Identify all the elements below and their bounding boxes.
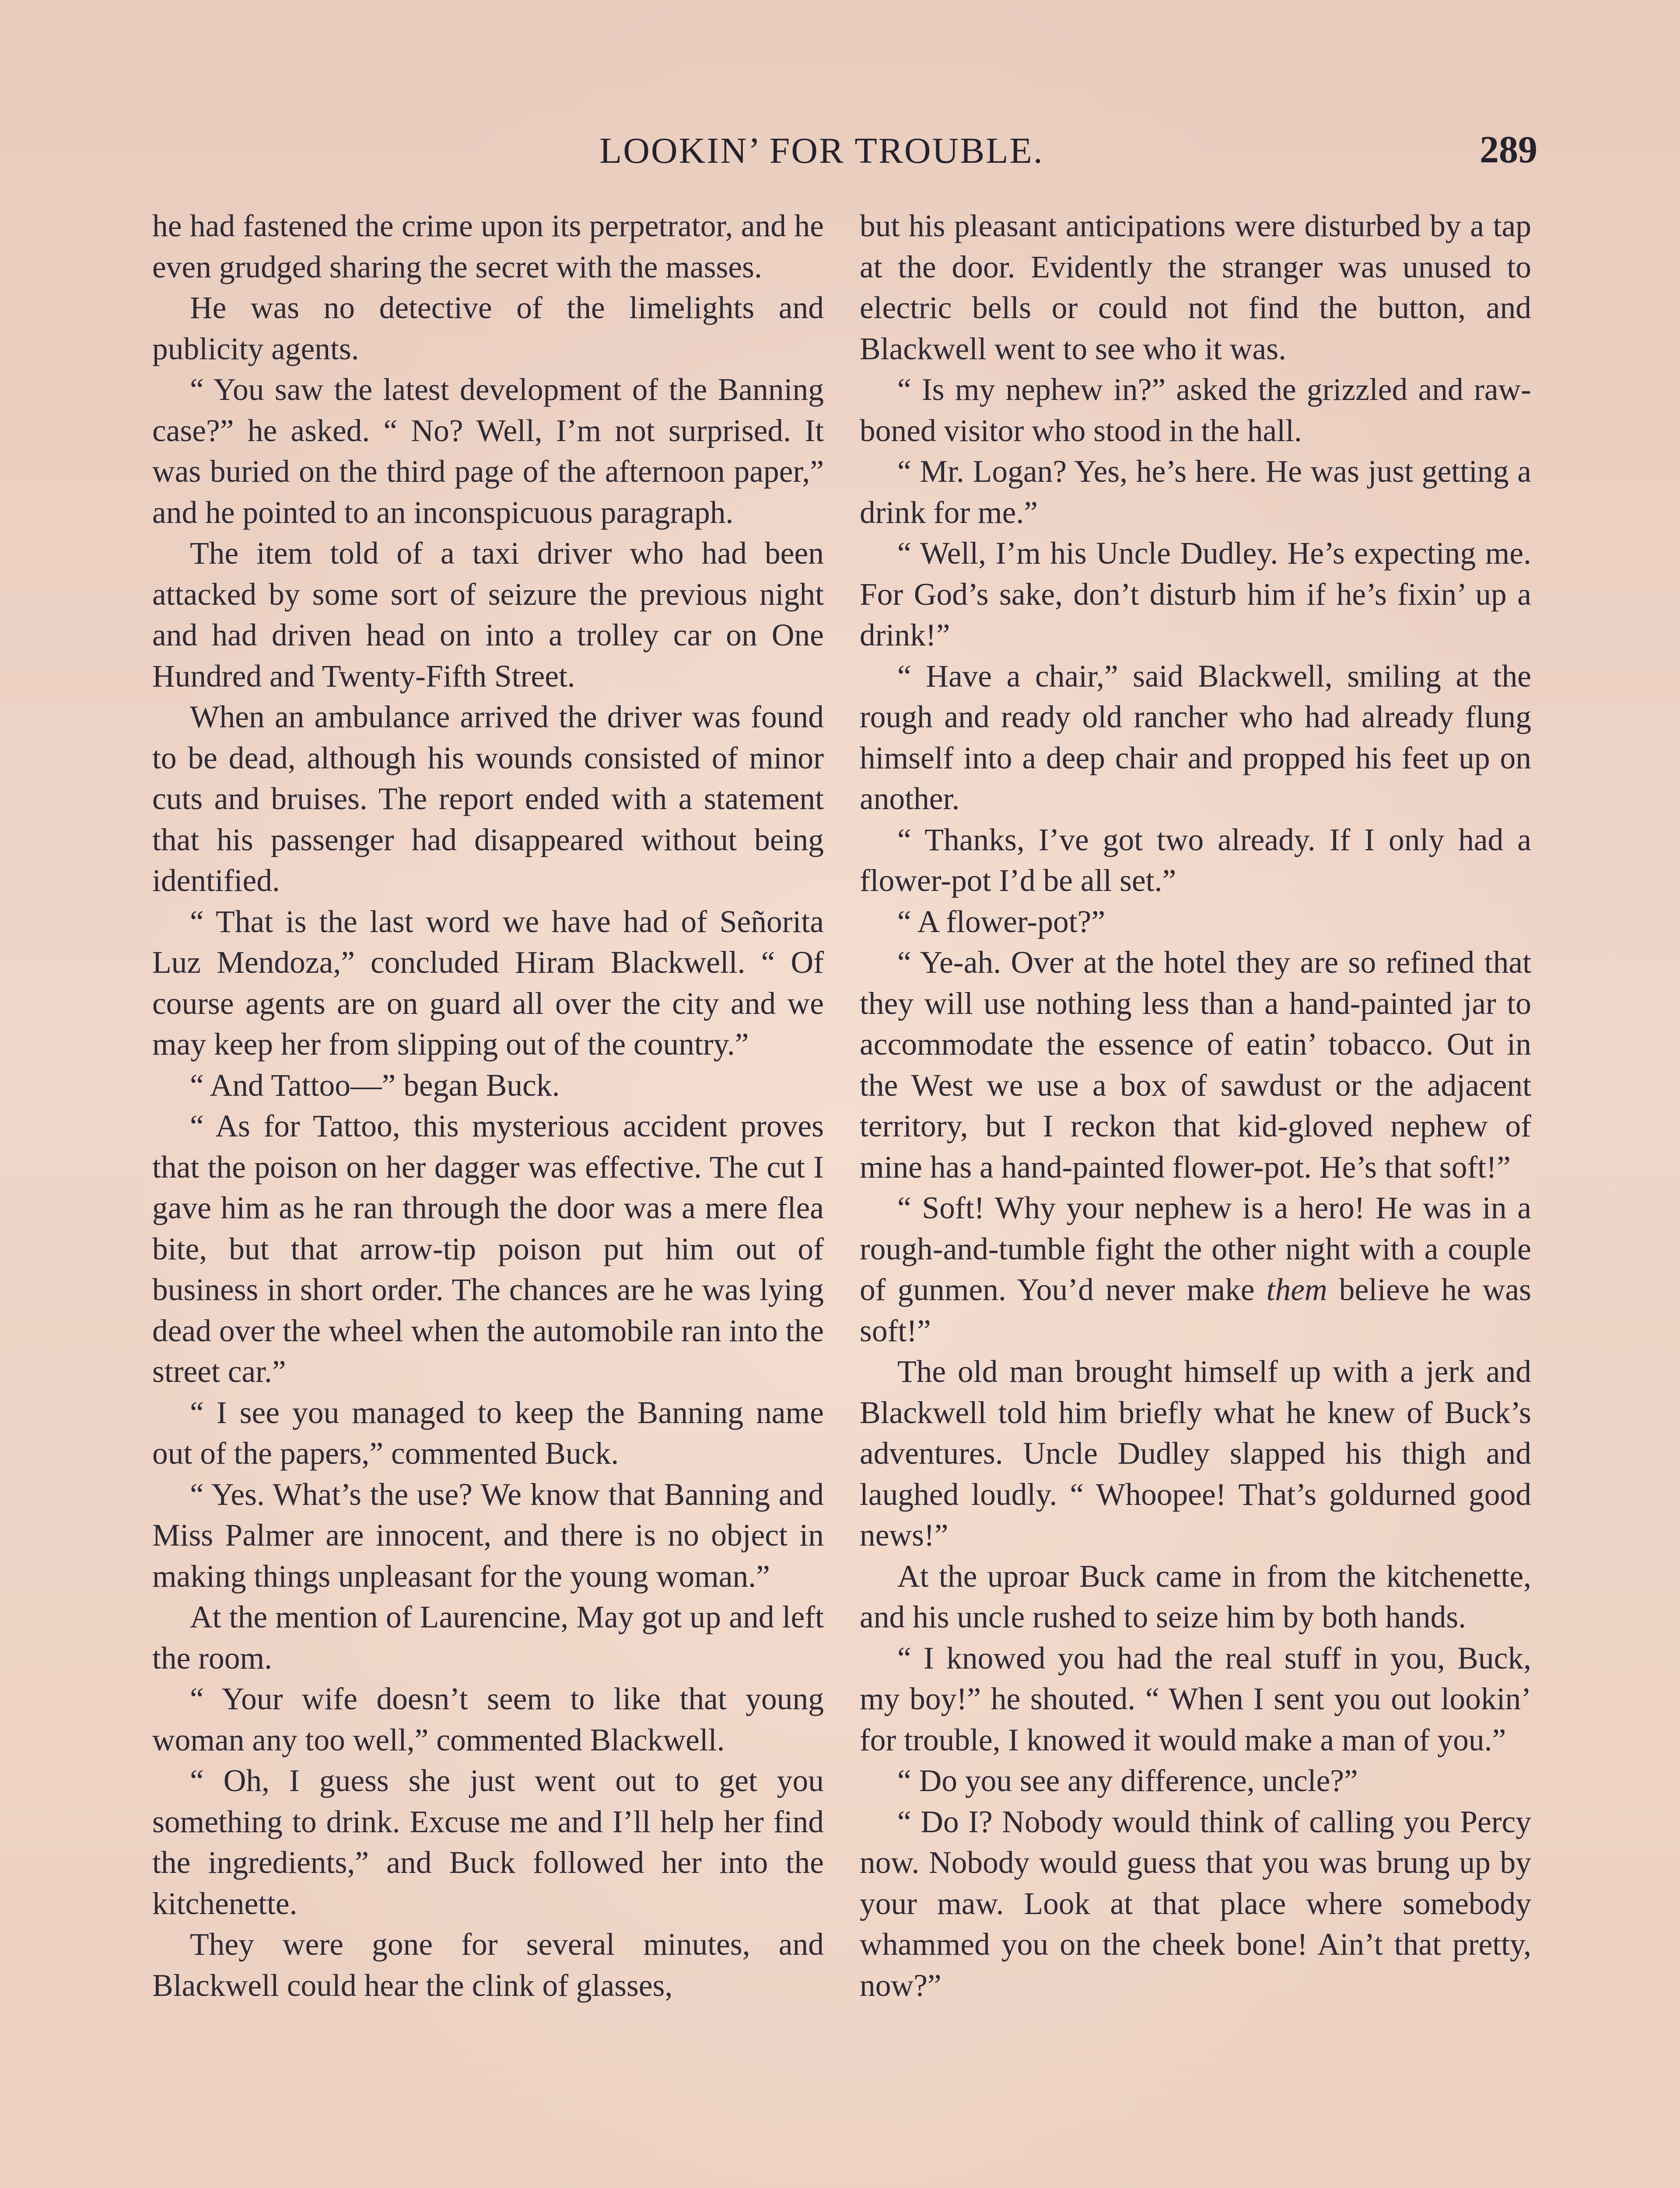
paragraph: “ Have a chair,” said Blackwell, smiling at the rough and ready old rancher who had already flung himself into a deep chair and propped his feet up on another.	[860, 659, 1531, 816]
paragraph: “ Do you see any difference, uncle?”	[897, 1764, 1358, 1798]
left-text-column	[152, 206, 824, 2006]
paragraph: “ As for Tattoo, this mysterious accident proves that the poison on her dagger was effective. The cut I gave him as he ran through the door was a mere flea bite, but that arrow-tip poison put him out of business in short order. The chances are he was lying dead over the wheel when the automobile ran into the street car.”	[152, 1109, 824, 1389]
paragraph: The item told of a taxi driver who had been attacked by some sort of seizure the previous night and had driven head on into a trolley car on One Hundred and Twenty-Fifth Street.	[152, 536, 824, 694]
paragraph: The old man brought himself up with a jerk and Blackwell told him briefly what he knew of Buck’s adventures. Uncle Dudley slapped his thigh and laughed loudly. “ Whoopee! That’s goldurned good news!”	[860, 1354, 1531, 1553]
paragraph: “ I knowed you had the real stuff in you, Buck, my boy!” he shouted. “ When I sent you out lookin’ for trouble, I knowed it would make a man of you.”	[860, 1641, 1531, 1757]
paragraph: “ A flower-pot?”	[897, 904, 1106, 939]
paragraph: “ And Tattoo—” began Buck.	[190, 1068, 560, 1103]
paragraph: “ Your wife doesn’t seem to like that young woman any too well,” commented Blackwell.	[152, 1682, 824, 1757]
paragraph: They were gone for several minutes, and Blackwell could hear the clink of glasses,	[152, 1927, 824, 2003]
paragraph: he had fastened the crime upon its perpetrator, and he even grudged sharing the secret with the masses.	[152, 209, 824, 284]
paragraph: “ That is the last word we have had of Señorita Luz Mendoza,” concluded Hiram Blackwell. “ Of course agents are on guard all over the city and we may keep her from slipping out of the country.”	[152, 904, 824, 1062]
paragraph: “ Do I? Nobody would think of calling you Percy now. Nobody would guess that you was brung up by your maw. Look at that place where somebody whammed you on the cheek bone! Ain’t that pretty, now?”	[860, 1804, 1531, 2003]
paragraph: At the mention of Laurencine, May got up and left the room.	[152, 1600, 824, 1676]
paragraph-text: believe he was soft!”	[860, 1273, 1531, 1348]
paragraph: “ Well, I’m his Uncle Dudley. He’s expecting me. For God’s sake, don’t disturb him if he’s fixin’ up a drink!”	[860, 536, 1531, 652]
emphasized-word: them	[1266, 1273, 1327, 1307]
paragraph-text: “ Soft! Why your nephew is a hero! He was in a rough-and-tumble fight the other night with a couple of gunmen. You’d never make	[860, 1191, 1531, 1307]
running-title: LOOKIN’ FOR TROUBLE.	[599, 130, 1044, 171]
paragraph: but his pleasant anticipations were disturbed by a tap at the door. Evidently the stranger was unused to electric bells or could not find the button, and Blackwell went to see who it was.	[860, 209, 1531, 366]
paragraph: “ Thanks, I’ve got two already. If I only had a flower-pot I’d be all set.”	[860, 822, 1531, 898]
paragraph: “ Yes. What’s the use? We know that Banning and Miss Palmer are innocent, and there is no object in making things unpleasant for the young woman.”	[152, 1477, 824, 1594]
paragraph: When an ambulance arrived the driver was found to be dead, although his wounds consisted of minor cuts and bruises. The report ended with a statement that his passenger had disappeared without being identified.	[152, 700, 824, 898]
paragraph: “ You saw the latest development of the Banning case?” he asked. “ No? Well, I’m not surprised. It was buried on the third page of the afternoon paper,” and he pointed to an inconspicuous paragraph.	[152, 372, 824, 530]
paragraph: “ I see you managed to keep the Banning name out of the papers,” commented Buck.	[152, 1395, 824, 1471]
page-number: 289	[1480, 129, 1537, 171]
paragraph: “ Mr. Logan? Yes, he’s here. He was just getting a drink for me.”	[860, 454, 1531, 530]
paragraph: He was no detective of the limelights and publicity agents.	[152, 291, 824, 366]
paragraph: “ Is my nephew in?” asked the grizzled and raw-boned visitor who stood in the hall.	[860, 372, 1531, 448]
paragraph: At the uproar Buck came in from the kitchenette, and his uncle rushed to seize him by both hands.	[860, 1559, 1531, 1634]
right-text-column	[860, 206, 1531, 2006]
paragraph: “ Ye-ah. Over at the hotel they are so refined that they will use nothing less than a hand-painted jar to accommodate the essence of eatin’ tobacco. Out in the West we use a box of sawdust or the adjacent territory, but I reckon that kid-gloved nephew of mine has a hand-painted flower-pot. He’s that soft!”	[860, 945, 1531, 1185]
paragraph: “ Oh, I guess she just went out to get you something to drink. Excuse me and I’ll help her find the ingredients,” and Buck followed her into the kitchenette.	[152, 1764, 824, 1921]
paragraph	[860, 1188, 1531, 1351]
